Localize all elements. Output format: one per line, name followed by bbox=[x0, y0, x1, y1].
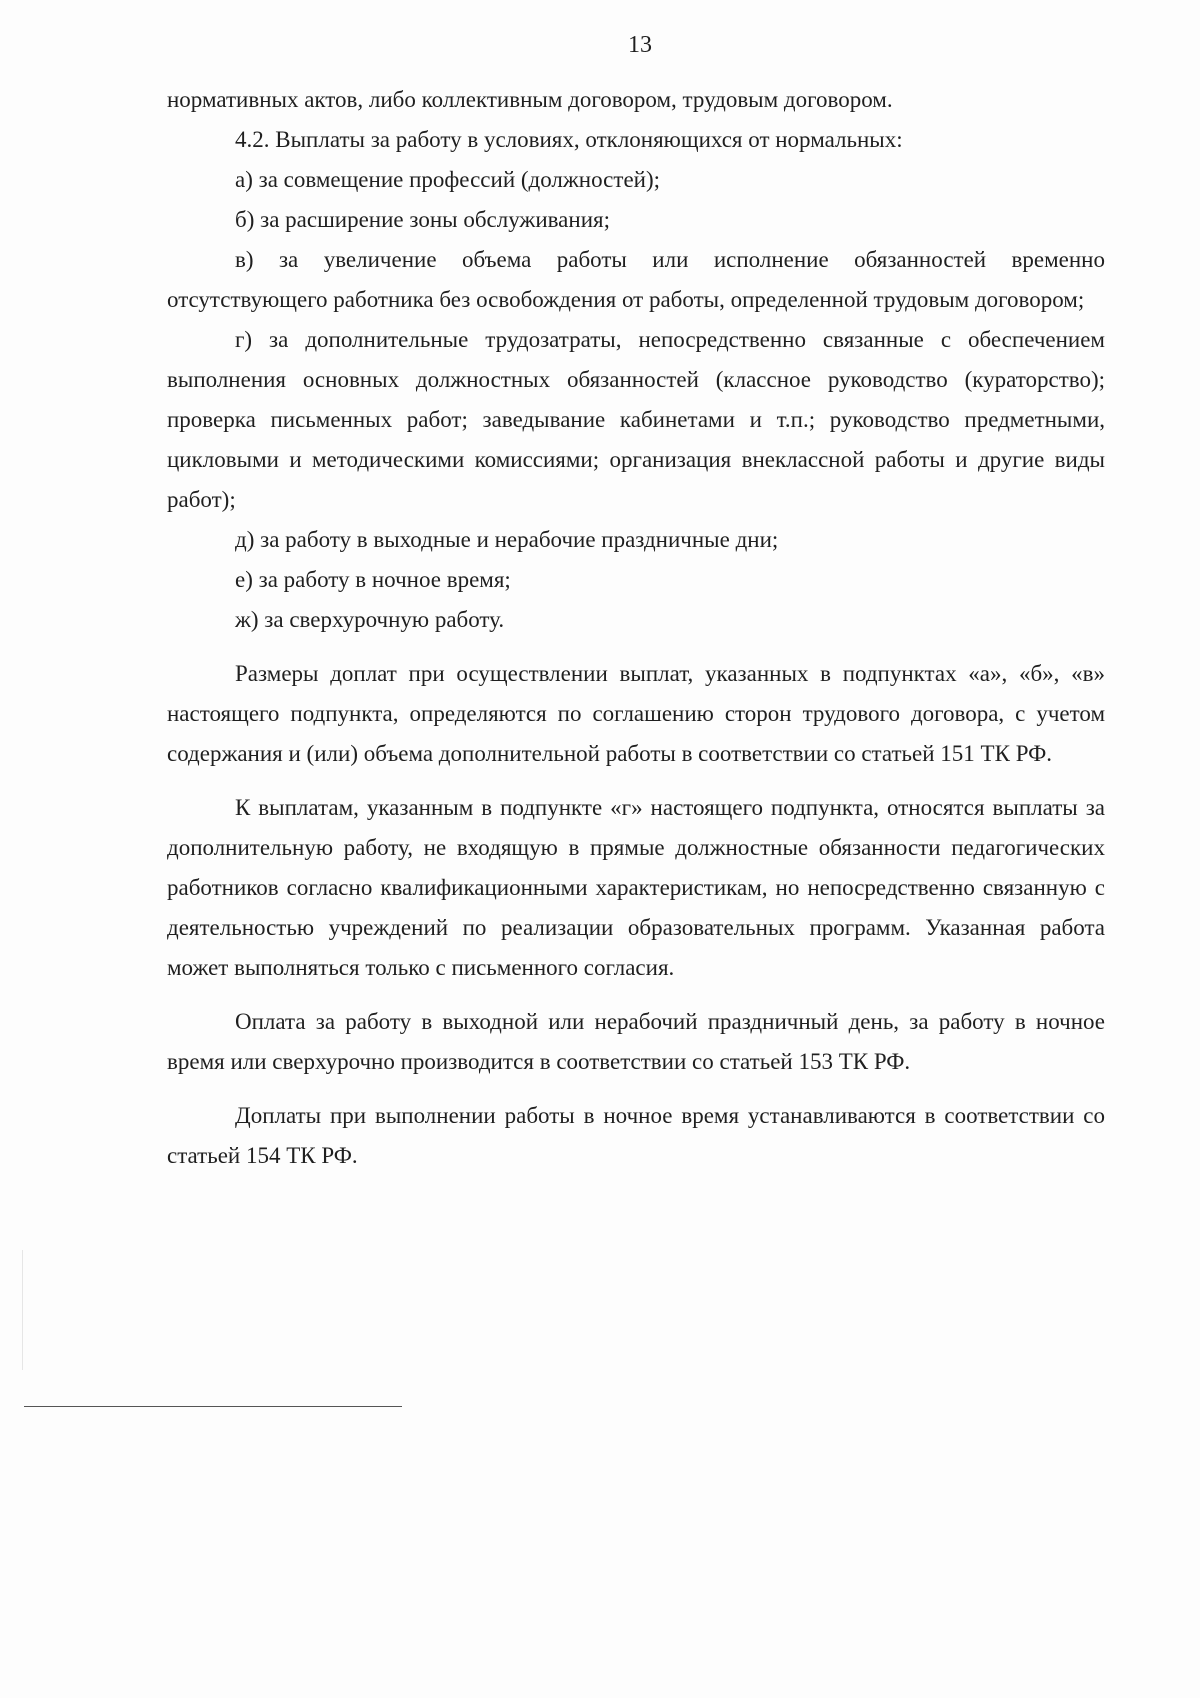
list-item-v: в) за увеличение объема работы или исполнение обязанностей временно отсутствующего работника без освобождения от работы, определенной трудовым договором; bbox=[167, 247, 1105, 312]
scan-artifact-line bbox=[22, 1250, 23, 1370]
document-body bbox=[167, 80, 1105, 1176]
list-item-a: а) за совмещение профессий (должностей); bbox=[235, 167, 661, 192]
list-item-e: е) за работу в ночное время; bbox=[235, 567, 511, 592]
list-item-zh: ж) за сверхурочную работу. bbox=[235, 607, 505, 632]
paragraph: нормативных актов, либо коллективным договором, трудовым договором. bbox=[167, 87, 893, 112]
footnote-separator bbox=[24, 1406, 402, 1407]
page-number: 13 bbox=[628, 32, 652, 58]
list-item-g: г) за дополнительные трудозатраты, непосредственно связанные с обеспечением выполнения основных должностных обязанностей (классное руководство (кураторство); проверка письменных работ; заведывание кабинетами и т.п.; руководство предметными, цикловыми и методическими комиссиями; организация внеклассной работы и другие виды работ); bbox=[167, 327, 1105, 512]
list-item-d: д) за работу в выходные и нерабочие праздничные дни; bbox=[235, 527, 779, 552]
paragraph: Оплата за работу в выходной или нерабочий праздничный день, за работу в ночное время или сверхурочно производится в соответствии со статьей 153 ТК РФ. bbox=[167, 1009, 1105, 1074]
paragraph: К выплатам, указанным в подпункте «г» настоящего подпункта, относятся выплаты за дополнительную работу, не входящую в прямые должностные обязанности педагогических работников согласно квалификационными характеристикам, но непосредственно связанную с деятельностью учреждений по реализации образовательных программ. Указанная работа может выполняться только с письменного согласия. bbox=[167, 795, 1105, 980]
paragraph: Размеры доплат при осуществлении выплат, указанных в подпунктах «а», «б», «в» настоящего подпункта, определяются по соглашению сторон трудового договора, с учетом содержания и (или) объема дополнительной работы в соответствии со статьей 151 ТК РФ. bbox=[167, 661, 1105, 766]
paragraph: Доплаты при выполнении работы в ночное время устанавливаются в соответствии со статьей 154 ТК РФ. bbox=[167, 1103, 1105, 1168]
paragraph-section-4-2: 4.2. Выплаты за работу в условиях, отклоняющихся от нормальных: bbox=[235, 127, 903, 152]
list-item-b: б) за расширение зоны обслуживания; bbox=[235, 207, 610, 232]
